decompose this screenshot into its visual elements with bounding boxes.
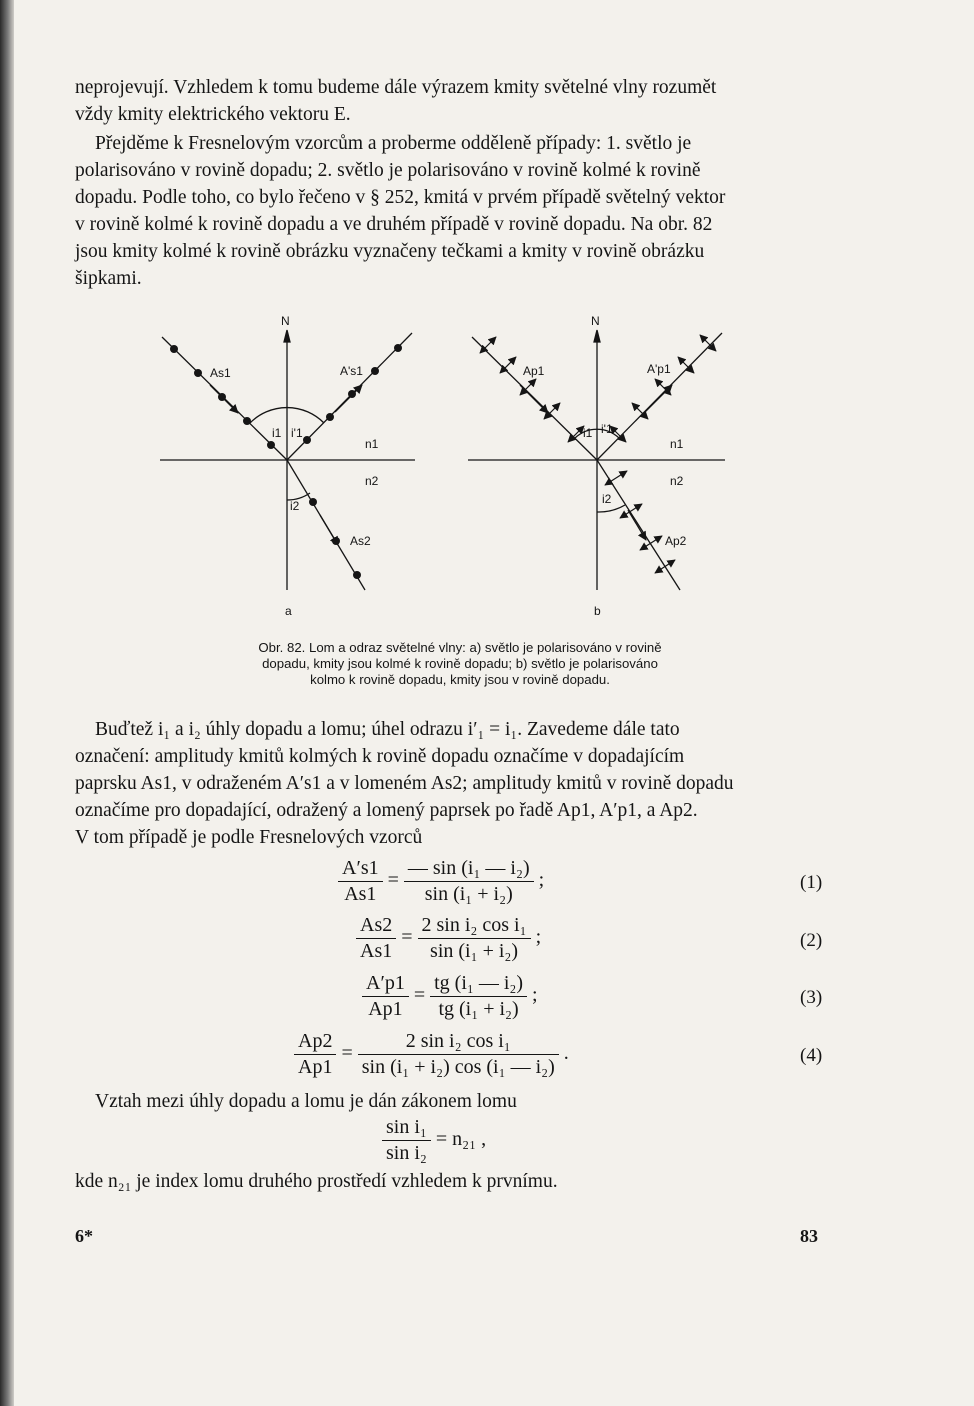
label-n2-a: n2 xyxy=(365,474,379,488)
equation-punctuation: ; xyxy=(535,926,542,949)
snell-law-equation xyxy=(382,1116,486,1165)
text-line: Buďtež i₁ a i₂ úhly dopadu a lomu; úhel odrazu i′₁ = i₁. Zavedeme dále tato xyxy=(95,719,680,740)
caption-line: Obr. 82. Lom a odraz světelné vlny: a) světlo je polarisováno v rovině xyxy=(258,640,662,655)
fraction-numerator: sin i₁ xyxy=(382,1116,431,1141)
text-line: jsou kmity kolmé k rovině obrázku vyznačeny tečkami a kmity v rovině obrázku xyxy=(75,241,705,262)
fraction-denominator: Ap1 xyxy=(368,998,403,1020)
fraction-numerator: A′p1 xyxy=(362,972,409,997)
label-Ap2: Ap2 xyxy=(665,534,687,548)
equation-number-4: (4) xyxy=(800,1045,823,1066)
incident-ray xyxy=(472,337,597,460)
fraction-numerator: tg (i₁ — i₂) xyxy=(430,972,527,997)
label-n1-a: n1 xyxy=(365,437,379,451)
angle-arc-i2-b xyxy=(597,505,625,512)
figure-82 xyxy=(150,305,760,625)
fraction-denominator: sin (i₁ + i₂) xyxy=(424,883,513,905)
text-line: Vztah mezi úhly dopadu a lomu je dán zákonem lomu xyxy=(95,1091,517,1112)
text-line: šipkami. xyxy=(75,268,142,289)
paragraph-1 xyxy=(75,74,825,128)
text-line: v rovině kolmé k rovině dopadu a ve druhém případě v rovině dopadu. Na obr. 82 xyxy=(75,214,713,235)
printer-signature: 6* xyxy=(75,1226,93,1246)
text-line: označení: amplitudy kmitů kolmých k rovině dopadu označíme v dopadajícím xyxy=(75,746,685,767)
diagram-b xyxy=(468,330,725,590)
text-line: dopadu. Podle toho, co bylo řečeno v § 252, kmitá v prvém případě světelný vektor xyxy=(75,187,726,208)
equation-punctuation: . xyxy=(563,1042,569,1065)
paragraph-3 xyxy=(75,716,825,851)
fraction-numerator: A′s1 xyxy=(338,857,383,882)
label-n2-b: n2 xyxy=(670,474,684,488)
snell-rhs: = n₂₁ , xyxy=(435,1128,487,1151)
label-As1: As1 xyxy=(210,366,231,380)
equation-1: $\frac{A's1}{As1}$ = $\frac{\text{— sin (i₁ — i₂)}}{\text{sin (i₁ + i₂)}}$ ; xyxy=(338,857,544,906)
fraction-numerator: 2 sin i₂ cos i₁ xyxy=(418,914,531,939)
label-Ap1-prime: A'p1 xyxy=(647,362,671,376)
fraction-denominator: tg (i₁ + i₂) xyxy=(438,998,519,1020)
fraction-denominator: As1 xyxy=(344,883,377,905)
fraction-numerator: Ap2 xyxy=(294,1030,336,1055)
text-line: V tom případě je podle Fresnelových vzorců xyxy=(75,827,423,848)
fraction-denominator: sin (i₁ + i₂) cos (i₁ — i₂) xyxy=(361,1056,555,1078)
equation-punctuation: ; xyxy=(538,869,545,892)
label-n1-b: n1 xyxy=(670,437,684,451)
text-line: paprsku As1, v odraženém A′s1 a v lomeném As2; amplitudy kmitů v rovině dopadu xyxy=(75,773,734,794)
paragraph-2 xyxy=(75,130,825,292)
label-Ap1: Ap1 xyxy=(523,364,545,378)
text-line: označíme pro dopadající, odražený a lomený paprsek po řadě Ap1, A′p1, a Ap2. xyxy=(75,800,698,821)
page-number: 83 xyxy=(800,1226,818,1246)
label-normal-b: N xyxy=(591,314,600,328)
label-diagram-b: b xyxy=(594,604,601,618)
label-As1-prime: A's1 xyxy=(340,364,363,378)
reflected-ray xyxy=(597,333,722,460)
text-line: neprojevují. Vzhledem k tomu budeme dále výrazem kmity světelné vlny rozumět xyxy=(75,77,717,98)
equation-number-3: (3) xyxy=(800,987,823,1008)
fraction-numerator: As2 xyxy=(356,914,396,939)
paragraph-4 xyxy=(75,1088,825,1115)
fraction-denominator: sin (i₁ + i₂) xyxy=(430,940,519,962)
label-i2-a: i2 xyxy=(290,499,300,513)
equation-2: $\frac{As2}{As1}$ = $\frac{\text{2 sin i₂ cos i₁}}{\text{sin (i₁ + i₂)}}$ ; xyxy=(356,914,541,963)
label-normal-a: N xyxy=(281,314,290,328)
equation-punctuation: ; xyxy=(532,984,538,1007)
fraction-denominator: sin i₂ xyxy=(386,1142,427,1164)
equation-4: $\frac{Ap2}{Ap1}$ = $\frac{\text{2 sin i₂ cos i₁}}{\text{sin (i₁ + i₂) cos (i₁ — i₂)}}$ . xyxy=(294,1030,569,1079)
label-i2-b: i2 xyxy=(602,492,612,506)
fraction-numerator: — sin (i₁ — i₂) xyxy=(404,857,534,882)
normal-arrow xyxy=(594,330,600,342)
label-i1-a: i1 xyxy=(272,426,282,440)
normal-arrow xyxy=(284,330,290,342)
figure-caption xyxy=(160,640,760,688)
text-line: vždy kmity elektrického vektoru E. xyxy=(75,104,351,125)
label-i1-prime-a: i'1 xyxy=(291,426,303,440)
label-diagram-a: a xyxy=(285,604,292,618)
refracted-ray xyxy=(597,460,680,590)
label-As2: As2 xyxy=(350,534,371,548)
fraction-denominator: Ap1 xyxy=(298,1056,333,1078)
text-line: polarisováno v rovině dopadu; 2. světlo je polarisováno v rovině kolmé k rovině xyxy=(75,160,701,181)
caption-line: dopadu, kmity jsou kolmé k rovině dopadu; b) světlo je polarisováno xyxy=(262,656,658,671)
text-line: Přejděme k Fresnelovým vzorcům a proberme odděleně případy: 1. světlo je xyxy=(95,133,692,154)
paragraph-5 xyxy=(75,1168,825,1195)
label-i1-b: i1 xyxy=(583,426,593,440)
text-line: kde n₂₁ je index lomu druhého prostředí vzhledem k prvnímu. xyxy=(75,1171,558,1192)
equation-3: $\frac{A'p1}{Ap1}$ = $\frac{\text{tg (i₁ — i₂)}}{\text{tg (i₁ + i₂)}}$ ; xyxy=(362,972,538,1021)
equation-number-1: (1) xyxy=(800,872,823,893)
equation-number-2: (2) xyxy=(800,930,823,951)
fraction-denominator: As1 xyxy=(360,940,393,962)
label-i1-prime-b: i'1 xyxy=(601,422,613,436)
caption-line: kolmo k rovině dopadu, kmity jsou v rovině dopadu. xyxy=(310,672,610,687)
fraction-numerator: 2 sin i₂ cos i₁ xyxy=(358,1030,559,1055)
